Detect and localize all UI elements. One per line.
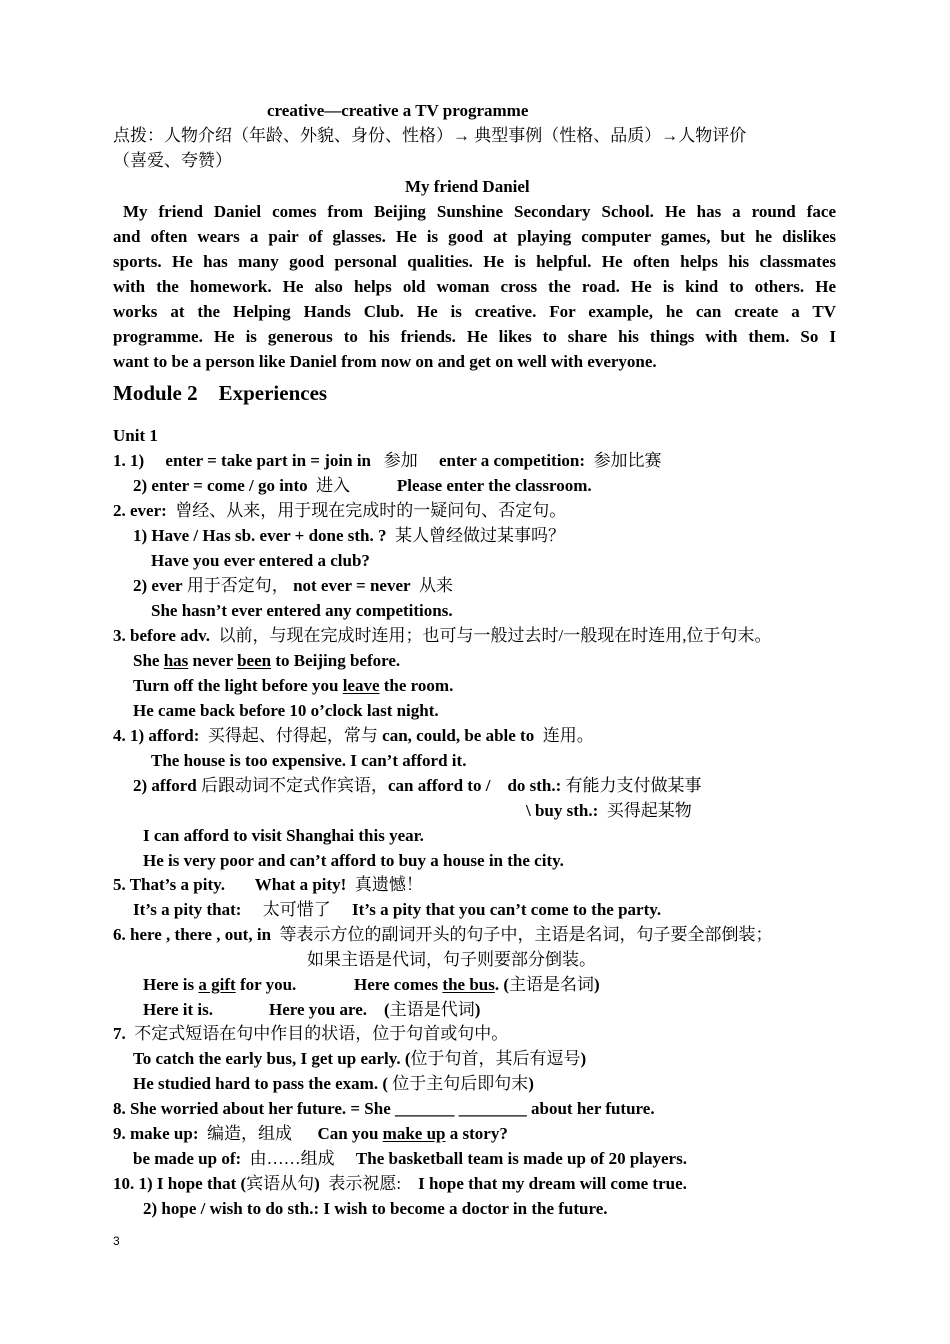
translation: 如果主语是代词，句子则要部分倒装。 bbox=[307, 950, 596, 969]
pattern: can, could, be able to bbox=[382, 726, 535, 745]
essay-line: with the homework. He also helps old woman cross the road. He is kind to others. He bbox=[113, 277, 836, 296]
translation: 参加 bbox=[383, 451, 418, 470]
item-10-sub: 2) hope / wish to do sth.: I wish to become a doctor in the future. bbox=[143, 1199, 608, 1218]
essay-line: works at the Helping Hands Club. He is creative. For example, he can create a TV bbox=[113, 302, 836, 321]
translation: 太可惜了 bbox=[262, 900, 331, 919]
keyword: 7. bbox=[113, 1024, 126, 1043]
item-2-sub-2 bbox=[133, 575, 453, 597]
translation: 真遗憾！ bbox=[354, 875, 423, 894]
item-9-sub bbox=[133, 1148, 687, 1170]
item-2-head bbox=[113, 500, 566, 522]
pattern: \ buy sth.: bbox=[526, 801, 599, 820]
translation: 曾经、从来，用于现在完成时的一疑问句、否定句。 bbox=[175, 501, 567, 520]
example: She hasn’t ever entered any competitions. bbox=[151, 601, 453, 620]
translation: 宾语从句 bbox=[246, 1174, 315, 1193]
keyword: What a pity! bbox=[254, 875, 347, 894]
item-8-exercise: 8. She worried about her future. = She _______ ________ about her future. bbox=[113, 1099, 655, 1118]
pattern: be made up of: bbox=[133, 1149, 242, 1168]
keyword: 6. here , there , out, in bbox=[113, 925, 272, 944]
example: He is very poor and can’t afford to buy a house in the city. bbox=[143, 851, 564, 870]
example: It’s a pity that you can’t come to the party. bbox=[351, 900, 662, 919]
translation: 由……组成 bbox=[249, 1149, 335, 1168]
underlined-word: leave bbox=[342, 676, 380, 695]
keyword: 5. That’s a pity. bbox=[113, 875, 225, 894]
example: The basketball team is made up of 20 players. bbox=[355, 1149, 687, 1168]
translation: 连用。 bbox=[542, 726, 594, 745]
pattern: can afford to / do sth.: bbox=[387, 776, 562, 795]
underlined-word: a gift bbox=[198, 975, 236, 994]
phrase: 2) enter = come / go into bbox=[133, 476, 308, 495]
item-1-line-2 bbox=[133, 475, 592, 497]
item-1-line-1 bbox=[113, 450, 662, 472]
item-6-head bbox=[113, 924, 773, 946]
pattern: It’s a pity that: bbox=[133, 900, 242, 919]
underlined-word: the bus bbox=[442, 975, 495, 994]
keyword: 4. 1) afford: bbox=[113, 726, 200, 745]
example: Here it is. bbox=[143, 1000, 214, 1019]
keyword: 2. ever: bbox=[113, 501, 167, 520]
item-7-head bbox=[113, 1023, 508, 1045]
keyword: 3. before adv. bbox=[113, 626, 210, 645]
unit-title: Unit 1 bbox=[113, 426, 158, 445]
pattern: 2) afford bbox=[133, 776, 197, 795]
example: She has never been to Beijing before. bbox=[133, 651, 401, 670]
example: Have you ever entered a club? bbox=[151, 551, 370, 570]
example: enter a competition: bbox=[439, 451, 586, 470]
essay-line: sports. He has many good personal qualities. He is helpful. He often helps his classmates bbox=[113, 252, 836, 271]
item-9-head bbox=[113, 1123, 508, 1145]
example: The house is too expensive. I can’t afford it. bbox=[151, 751, 467, 770]
example: He studied hard to pass the exam. ( 位于主句后即句末) bbox=[133, 1074, 534, 1093]
example: Turn off the light before you leave the room. bbox=[133, 676, 454, 695]
essay-title: My friend Daniel bbox=[405, 177, 530, 196]
example: Here comes the bus. (主语是名词) bbox=[354, 975, 600, 994]
underlined-word: been bbox=[237, 651, 272, 670]
item-number: 1. 1) bbox=[113, 451, 145, 470]
example: Here you are. (主语是代词) bbox=[269, 1000, 481, 1019]
translation: 后跟动词不定式作宾语， bbox=[200, 776, 388, 795]
creative-example-line: creative—creative a TV programme bbox=[267, 101, 529, 120]
pattern: 2) ever bbox=[133, 576, 183, 595]
translation: 参加比赛 bbox=[593, 451, 662, 470]
translation: 某人曾经做过某事吗？ bbox=[395, 526, 566, 545]
example: I hope that my dream will come true. bbox=[418, 1174, 687, 1193]
phrase: enter = take part in = join in bbox=[165, 451, 372, 470]
writing-tip-line-2: （喜爱、夸赞） bbox=[113, 151, 232, 170]
pattern: not ever = never bbox=[293, 576, 411, 595]
translation: 用于否定句， bbox=[186, 576, 289, 595]
translation: 进入 bbox=[316, 476, 351, 495]
item-5-sub bbox=[133, 899, 661, 921]
translation: 买得起某物 bbox=[606, 801, 692, 820]
pattern: 1) Have / Has sb. ever + done sth. ? bbox=[133, 526, 387, 545]
module-title: Module 2 Experiences bbox=[113, 381, 328, 405]
translation: 等表示方位的副词开头的句子中，主语是名词，句子要全部倒装； bbox=[279, 925, 773, 944]
example: He came back before 10 o’clock last night. bbox=[133, 701, 439, 720]
essay-line: want to be a person like Daniel from now on and get on well with everyone. bbox=[113, 352, 657, 371]
item-4-head bbox=[113, 725, 594, 747]
item-2-sub-1 bbox=[133, 525, 565, 547]
translation: 从来 bbox=[419, 576, 454, 595]
underlined-word: has bbox=[163, 651, 189, 670]
translation: 以前，与现在完成时连用；也可与一般过去时/一般现在时连用,位于句末。 bbox=[218, 626, 772, 645]
example: Can you make up a story? bbox=[317, 1124, 508, 1143]
page-number: 3 bbox=[113, 1234, 120, 1248]
translation: 不定式短语在句中作目的状语，位于句首或句中。 bbox=[134, 1024, 509, 1043]
translation: 买得起、付得起，常与 bbox=[207, 726, 378, 745]
item-4-sub-2 bbox=[133, 775, 702, 797]
example: Please enter the classroom. bbox=[396, 476, 592, 495]
example: To catch the early bus, I get up early. (位于句首，其后有逗号) bbox=[133, 1049, 587, 1068]
essay-line: and often wears a pair of glasses. He is good at playing computer games, but he dislikes bbox=[113, 227, 836, 246]
translation: 编造，组成 bbox=[206, 1124, 292, 1143]
writing-tip-line-1: 点拨：人物介绍（年龄、外貌、身份、性格）→ 典型事例（性格、品质）→人物评价 bbox=[113, 126, 747, 145]
translation: 有能力支付做某事 bbox=[565, 776, 702, 795]
item-5-head bbox=[113, 874, 423, 896]
item-4-sub-2-alt bbox=[526, 800, 692, 822]
keyword: 9. make up: bbox=[113, 1124, 199, 1143]
example: Here is a gift for you. bbox=[143, 975, 297, 994]
essay-line: My friend Daniel comes from Beijing Sunshine Secondary School. He has a round face bbox=[123, 202, 836, 221]
translation: 表示祝愿: bbox=[328, 1174, 402, 1193]
item-10-head: 10. 1) I hope that (宾语从句) 表示祝愿: I hope that my dream will come true. bbox=[113, 1174, 687, 1193]
essay-line: programme. He is generous to his friends. He likes to share his things with them. So I bbox=[113, 327, 836, 346]
underlined-word: make up bbox=[382, 1124, 446, 1143]
example: I can afford to visit Shanghai this year. bbox=[143, 826, 424, 845]
item-3-head bbox=[113, 625, 771, 647]
